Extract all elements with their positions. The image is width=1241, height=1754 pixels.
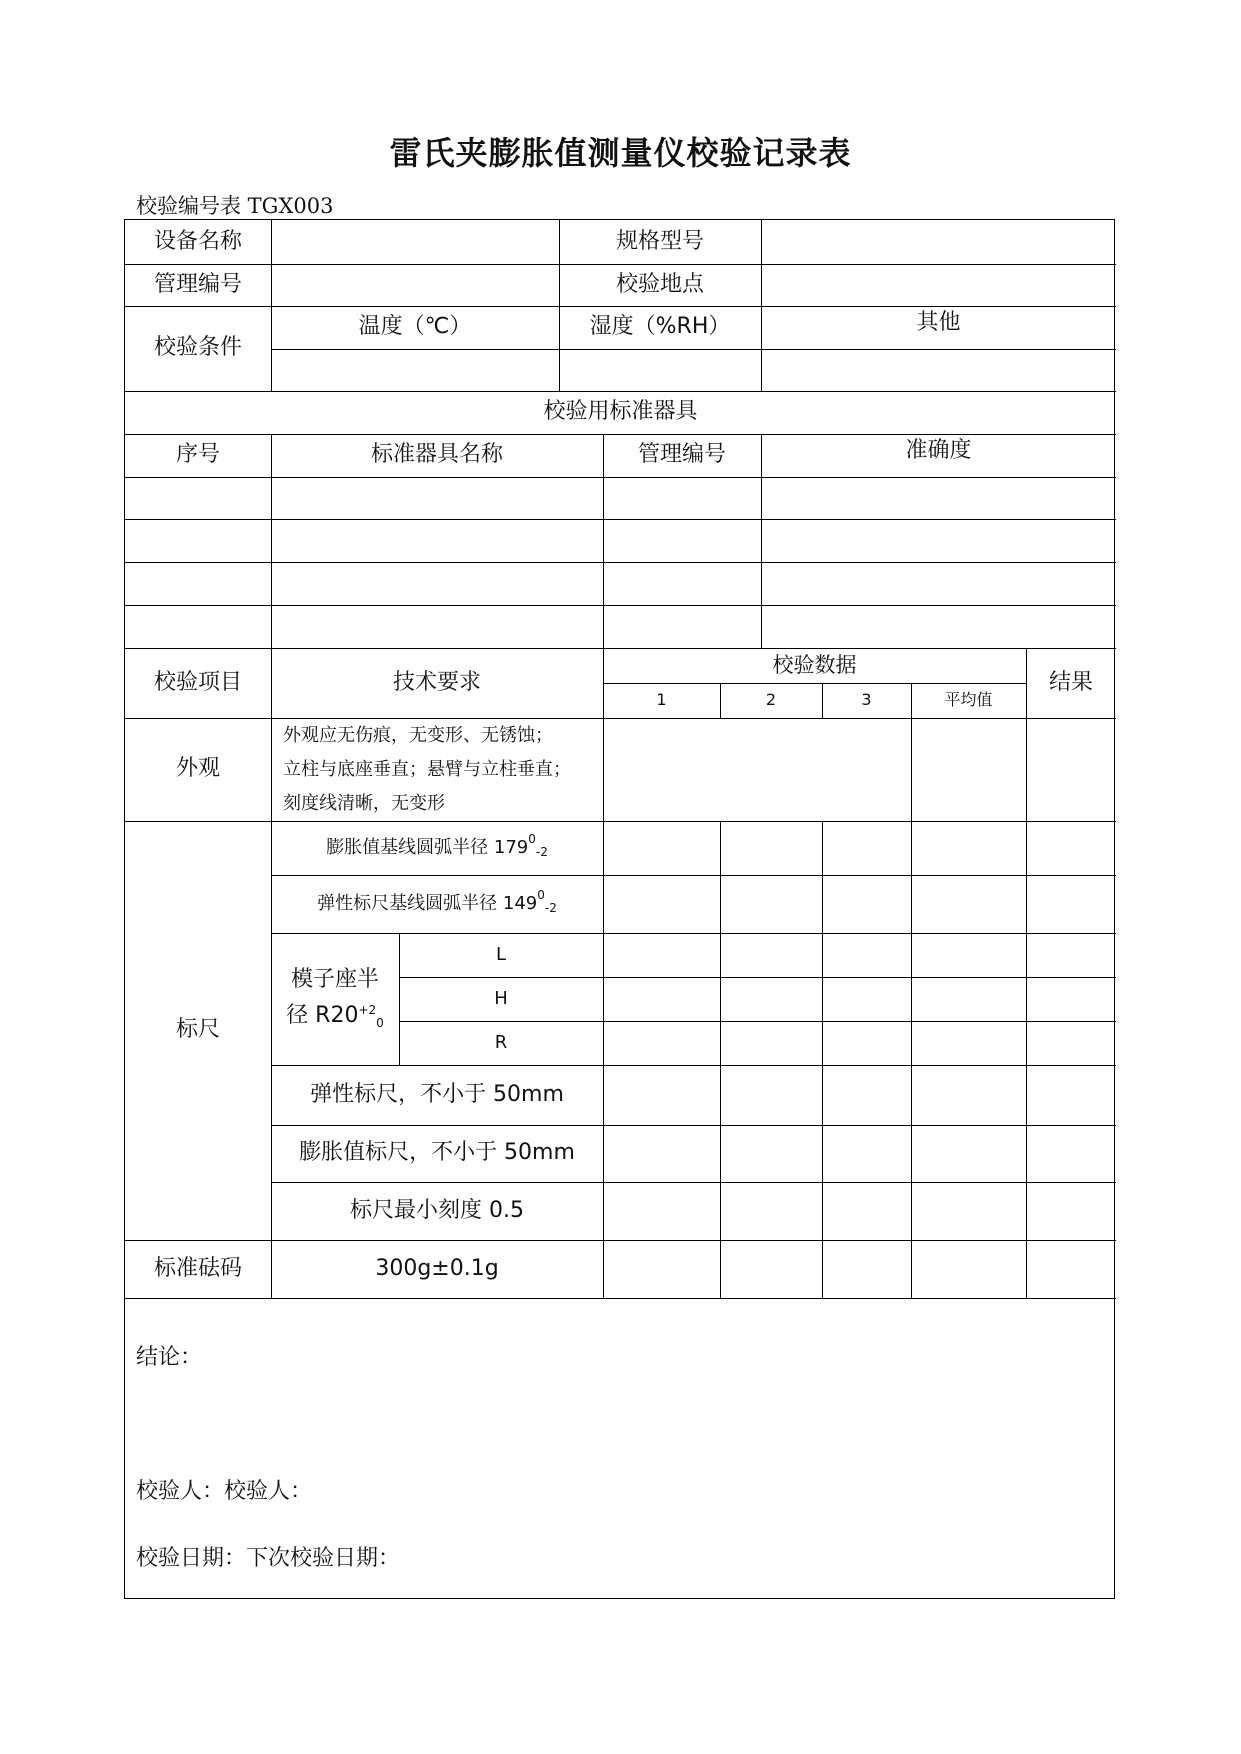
tolerance-upper: 0 — [528, 832, 536, 847]
tolerance-upper: 0 — [537, 888, 545, 903]
data-col-2: 2 — [765, 690, 777, 710]
col-accuracy: 准确度 — [905, 438, 972, 464]
h-line — [125, 718, 1116, 719]
h-line — [271, 349, 1116, 350]
humidity-label: 湿度（%RH） — [589, 314, 731, 340]
h-line — [125, 605, 1116, 606]
baseline-radius-179-text: 膨胀值基线圆弧半径 179 — [326, 837, 529, 859]
form-code: 校验编号表 TGX003 — [136, 194, 334, 218]
conditions-label: 校验条件 — [153, 335, 242, 361]
tolerance-lower: -2 — [535, 845, 548, 860]
tolerance-upper: +2 — [358, 1003, 377, 1017]
data-col-average: 平均值 — [944, 690, 993, 710]
tolerance-lower: 0 — [376, 1016, 384, 1030]
record-table — [124, 219, 1115, 1599]
inspector-label: 校验人：校验人： — [136, 1479, 313, 1504]
v-line — [911, 683, 912, 1298]
col-check-item: 校验项目 — [153, 669, 242, 695]
inspection-dates-label: 校验日期：下次校验日期： — [136, 1546, 401, 1571]
v-line — [1026, 648, 1027, 1298]
other-label: 其他 — [916, 310, 961, 336]
appearance-req-line: 刻度线清晰，无变形 — [283, 792, 445, 814]
appearance-label: 外观 — [175, 756, 220, 782]
mgmt-no-label: 管理编号 — [153, 271, 242, 297]
col-serial-no: 序号 — [175, 442, 220, 468]
col-standard-mgmt-no: 管理编号 — [637, 442, 726, 468]
v-line — [603, 434, 604, 1298]
temperature-label: 温度（℃） — [358, 314, 472, 340]
ruler-label: 标尺 — [175, 1017, 220, 1043]
standard-weight-req: 300g±0.1g — [375, 1255, 499, 1281]
h-line — [125, 519, 1116, 520]
conclusion-label: 结论： — [136, 1345, 203, 1370]
standards-section-title: 校验用标准器具 — [543, 399, 698, 425]
elastic-ruler-req: 弹性标尺，不小于 50mm — [310, 1081, 564, 1107]
col-check-data: 校验数据 — [772, 652, 857, 677]
location-label: 校验地点 — [615, 271, 704, 297]
col-result: 结果 — [1048, 669, 1093, 695]
v-line — [720, 821, 721, 1298]
data-col-3: 3 — [861, 690, 872, 710]
col-tech-requirement: 技术要求 — [392, 669, 481, 695]
seat-row-l: L — [495, 944, 507, 966]
device-name-label: 设备名称 — [153, 228, 242, 254]
col-standard-name: 标准器具名称 — [370, 442, 503, 468]
seat-row-h: H — [494, 988, 508, 1010]
data-col-1: 1 — [656, 690, 667, 710]
baseline-radius-179 — [271, 821, 603, 875]
page-title: 雷氏夹膨胀值测量仪校验记录表 — [389, 134, 852, 172]
elastic-baseline-radius-149-text: 弹性标尺基线圆弧半径 149 — [317, 893, 538, 915]
mold-seat-radius — [271, 933, 399, 1065]
mold-seat-line1: 模子座半 — [290, 967, 379, 992]
v-line — [822, 821, 823, 1298]
elastic-baseline-radius-149 — [271, 875, 603, 933]
h-line — [125, 1298, 1116, 1299]
standard-weight-label: 标准砝码 — [153, 1255, 242, 1281]
tolerance-lower: -2 — [544, 901, 557, 916]
mold-seat-line2: 径 R20 — [286, 1003, 359, 1028]
appearance-req-line: 外观应无伤痕，无变形、无锈蚀； — [283, 724, 553, 746]
appearance-req-line: 立柱与底座垂直；悬臂与立柱垂直； — [283, 758, 571, 780]
appearance-requirements — [283, 718, 599, 821]
expansion-ruler-req: 膨胀值标尺，不小于 50mm — [299, 1140, 575, 1166]
ruler-min-scale: 标尺最小刻度 0.5 — [350, 1197, 524, 1223]
h-line — [125, 562, 1116, 563]
model-label: 规格型号 — [615, 228, 704, 254]
seat-row-r: R — [494, 1032, 508, 1054]
h-line — [125, 477, 1116, 478]
